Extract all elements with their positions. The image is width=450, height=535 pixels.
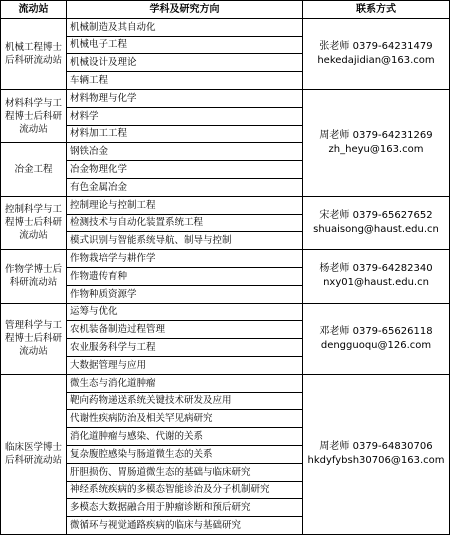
table-row xyxy=(1,303,450,321)
subject-cell: 有色金属冶金 xyxy=(67,178,303,196)
table-row xyxy=(1,18,450,36)
contact-name-phone: 张老师 0379-64231479 xyxy=(319,40,433,52)
subject-cell: 肝胆损伤、胃肠道微生态的基础与临床研究 xyxy=(67,463,303,481)
subject-cell: 复杂腹腔感染与肠道微生态的关系 xyxy=(67,445,303,463)
subject-cell: 材料物理与化学 xyxy=(67,89,303,107)
contact-email: hekedajidian@163.com xyxy=(317,54,435,66)
subject-cell: 运筹与优化 xyxy=(67,303,303,321)
subject-cell: 机械设计及理论 xyxy=(67,54,303,72)
subject-cell: 作物栽培学与耕作学 xyxy=(67,250,303,268)
contact-cell xyxy=(303,374,450,534)
header-contact: 联系方式 xyxy=(303,1,450,19)
contact-name-phone: 周老师 0379-64231269 xyxy=(319,129,433,141)
subject-cell: 作物遗传育种 xyxy=(67,267,303,285)
subject-cell: 多模态大数据融合用于肿瘤诊断和预后研究 xyxy=(67,499,303,517)
contact-name-phone: 宋老师 0379-65627652 xyxy=(319,209,433,221)
contact-cell xyxy=(303,196,450,249)
subject-cell: 模式识别与智能系统导航、制导与控制 xyxy=(67,232,303,250)
subject-cell: 车辆工程 xyxy=(67,72,303,90)
station-cell: 冶金工程 xyxy=(1,143,67,196)
header-row xyxy=(1,1,450,19)
subject-cell: 钢铁冶金 xyxy=(67,143,303,161)
contact-cell xyxy=(303,250,450,303)
station-cell: 作物学博士后科研流动站 xyxy=(1,250,67,303)
contact-name-phone: 周老师 0379-64830706 xyxy=(319,441,433,453)
contact-cell xyxy=(303,303,450,374)
subject-cell: 冶金物理化学 xyxy=(67,161,303,179)
contact-email: hkdyfybsh30706@163.com xyxy=(307,455,445,467)
subject-cell: 机械制造及其自动化 xyxy=(67,18,303,36)
table-row xyxy=(1,374,450,392)
subject-cell: 大数据管理与应用 xyxy=(67,356,303,374)
contact-email: shuaisong@haust.edu.cn xyxy=(313,223,439,235)
subject-cell: 神经系统疾病的多模态智能诊治及分子机制研究 xyxy=(67,481,303,499)
subject-cell: 机械电子工程 xyxy=(67,36,303,54)
subject-cell: 农机装备制造过程管理 xyxy=(67,321,303,339)
subject-cell: 作物种质资源学 xyxy=(67,285,303,303)
subject-cell: 代谢性疾病防治及相关罕见病研究 xyxy=(67,410,303,428)
subject-cell: 微生态与消化道肿瘤 xyxy=(67,374,303,392)
contact-cell xyxy=(303,89,450,196)
contact-email: zh_heyu@163.com xyxy=(328,143,424,155)
contact-email: nxy01@haust.edu.cn xyxy=(323,277,429,289)
station-cell: 机械工程博士后科研流动站 xyxy=(1,18,67,89)
subject-cell: 材料加工工程 xyxy=(67,125,303,143)
subject-cell: 靶向药物递送系统关键技术研发及应用 xyxy=(67,392,303,410)
subject-cell: 材料学 xyxy=(67,107,303,125)
station-cell: 临床医学博士后科研流动站 xyxy=(1,374,67,534)
contact-cell xyxy=(303,18,450,89)
table-row xyxy=(1,196,450,214)
contact-name-phone: 邓老师 0379-65626118 xyxy=(319,325,433,337)
subject-cell: 农业服务科学与工程 xyxy=(67,339,303,357)
subject-cell: 微循环与视觉通路疾病的临床与基础研究 xyxy=(67,517,303,535)
table-row xyxy=(1,250,450,268)
subject-cell: 控制理论与控制工程 xyxy=(67,196,303,214)
contact-name-phone: 杨老师 0379-64282340 xyxy=(319,263,433,275)
table-row xyxy=(1,89,450,107)
header-station: 流动站 xyxy=(1,1,67,19)
header-subject: 学科及研究方向 xyxy=(67,1,303,19)
subject-cell: 消化道肿瘤与感染、代谢的关系 xyxy=(67,428,303,446)
subject-cell: 检测技术与自动化装置系统工程 xyxy=(67,214,303,232)
contact-email: dengguoqu@126.com xyxy=(320,339,432,351)
station-cell: 控制科学与工程博士后科研流动站 xyxy=(1,196,67,249)
station-cell: 管理科学与工程博士后科研流动站 xyxy=(1,303,67,374)
station-cell: 材料科学与工程博士后科研流动站 xyxy=(1,89,67,142)
